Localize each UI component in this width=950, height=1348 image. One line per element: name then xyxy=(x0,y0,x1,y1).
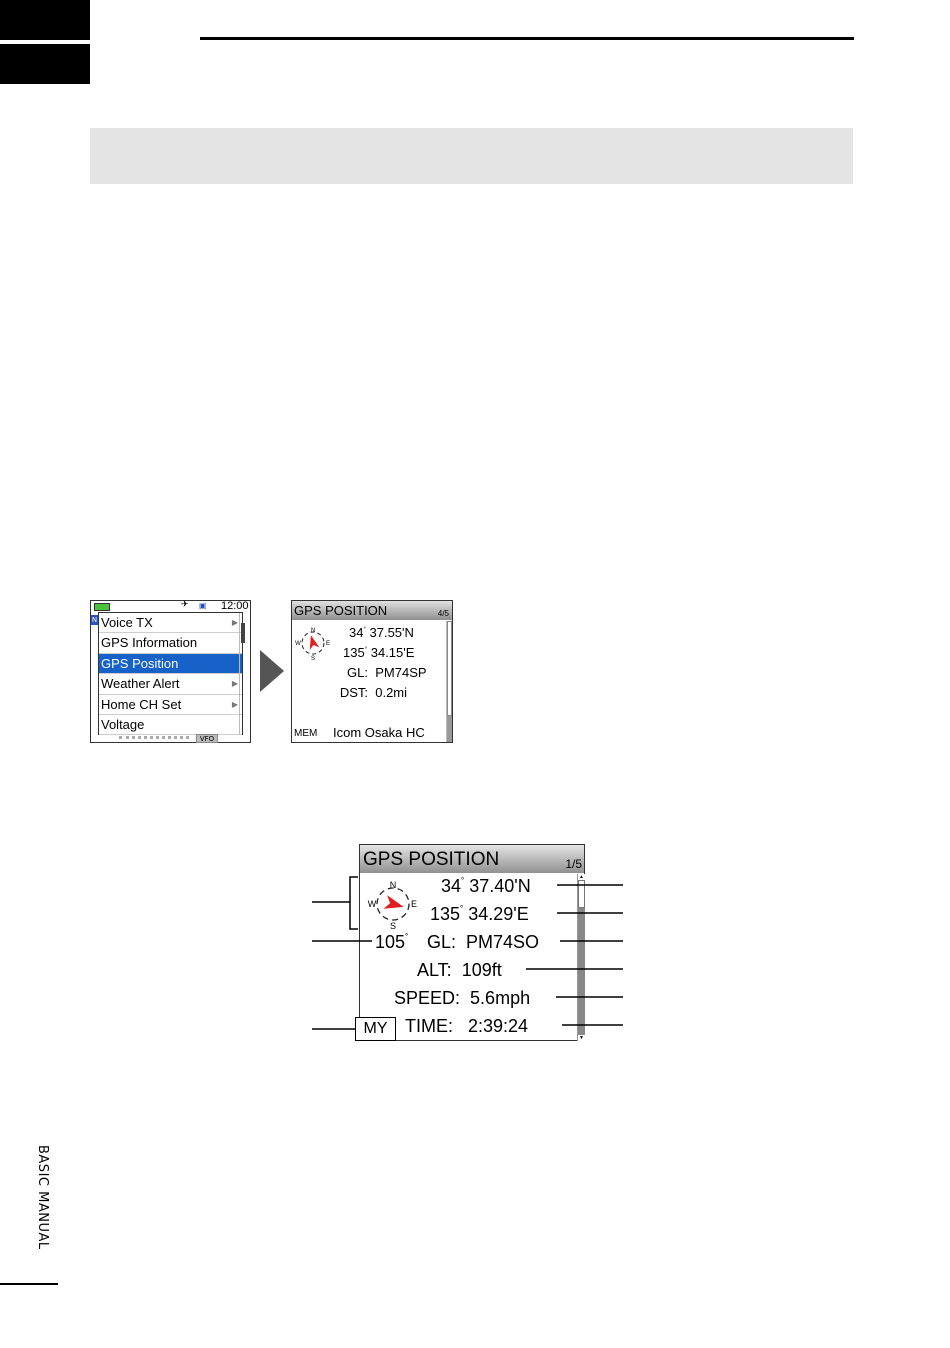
n-badge-icon: N xyxy=(91,616,98,624)
satellite-icon: ✈ xyxy=(181,600,189,610)
scroll-down-icon[interactable]: ▼ xyxy=(579,1035,584,1041)
compass-w: W xyxy=(295,641,301,647)
menu-item-label: GPS Position xyxy=(101,655,179,671)
longitude: 135° 34.29'E xyxy=(430,904,529,924)
arrow-right-icon xyxy=(260,650,284,692)
gps-position-screen-small xyxy=(291,600,453,743)
menu-scroll-thumb[interactable] xyxy=(241,623,245,643)
grid-locator: GL: PM74SP xyxy=(347,665,427,680)
gps-icon: ▣ xyxy=(199,601,207,610)
menu-item[interactable] xyxy=(99,715,242,735)
distance: DST: 0.2mi xyxy=(339,685,408,700)
memory-name: Icom Osaka HC xyxy=(333,725,425,740)
scroll-up-icon[interactable]: ▲ xyxy=(579,874,584,880)
battery-icon xyxy=(94,603,110,611)
grid-locator: GL: PM74SO xyxy=(427,932,540,952)
chapter-tab-bottom xyxy=(0,44,90,84)
section-heading-band xyxy=(90,128,853,184)
compass-s: S xyxy=(389,921,397,931)
speed: SPEED: 5.6mph xyxy=(394,988,531,1008)
menu-item[interactable] xyxy=(99,654,242,674)
menu-item[interactable] xyxy=(99,695,242,715)
compass-icon xyxy=(368,878,418,930)
latitude: 34° 37.55'N xyxy=(349,625,414,640)
menu-screen xyxy=(90,600,251,743)
header-rule xyxy=(200,37,854,40)
longitude: 135° 34.15'E xyxy=(343,645,415,660)
compass-e: E xyxy=(325,641,331,647)
gps-scroll-thumb[interactable] xyxy=(578,880,585,908)
chapter-tab-top xyxy=(0,0,90,40)
compass-bracket xyxy=(350,877,358,929)
menu-item[interactable] xyxy=(99,633,242,653)
compass-n: N xyxy=(389,880,397,890)
menu-item-label: GPS Information xyxy=(101,635,198,651)
menu-item-label: Home CH Set xyxy=(101,696,182,712)
submenu-arrow-icon: ▶ xyxy=(231,618,238,627)
footer-rule xyxy=(0,1283,58,1285)
menu-item-label: Weather Alert xyxy=(101,676,180,692)
menu-scrollbar[interactable] xyxy=(239,613,245,735)
vfo-badge: VFO xyxy=(196,734,218,743)
submenu-arrow-icon: ▶ xyxy=(231,699,238,709)
side-label: BASIC MANUAL xyxy=(35,1145,50,1250)
time: TIME: 2:39:24 xyxy=(405,1016,529,1036)
page-indicator: 1/5 xyxy=(565,857,582,871)
my-badge: MY xyxy=(355,1017,396,1041)
menu-item[interactable] xyxy=(99,674,242,694)
compass-icon xyxy=(296,625,330,661)
compass-e: E xyxy=(410,899,418,909)
gps-scroll-thumb[interactable] xyxy=(447,621,452,716)
s-meter xyxy=(119,736,189,741)
menu-item[interactable] xyxy=(99,613,242,633)
gps-position-screen-large xyxy=(359,844,585,1041)
compass-n: N xyxy=(310,628,316,634)
screen-title: GPS POSITION xyxy=(292,601,452,620)
compass-s: S xyxy=(310,656,316,662)
screen-title: GPS POSITION xyxy=(360,845,584,873)
clock: 12:00 xyxy=(221,600,249,612)
menu-item-label: Voltage xyxy=(101,716,145,732)
gps-scrollbar[interactable] xyxy=(577,874,585,1041)
heading: 105° xyxy=(375,932,409,952)
altitude: ALT: 109ft xyxy=(417,960,502,980)
menu-item-label: Voice TX xyxy=(101,615,153,630)
latitude: 34° 37.40'N xyxy=(441,876,531,896)
compass-w: W xyxy=(367,899,377,909)
mem-label: MEM xyxy=(294,728,318,739)
menu-list xyxy=(98,612,243,735)
page-indicator: 4/5 xyxy=(437,609,449,618)
submenu-arrow-icon: ▶ xyxy=(231,679,238,689)
gps-scrollbar[interactable] xyxy=(446,621,452,742)
